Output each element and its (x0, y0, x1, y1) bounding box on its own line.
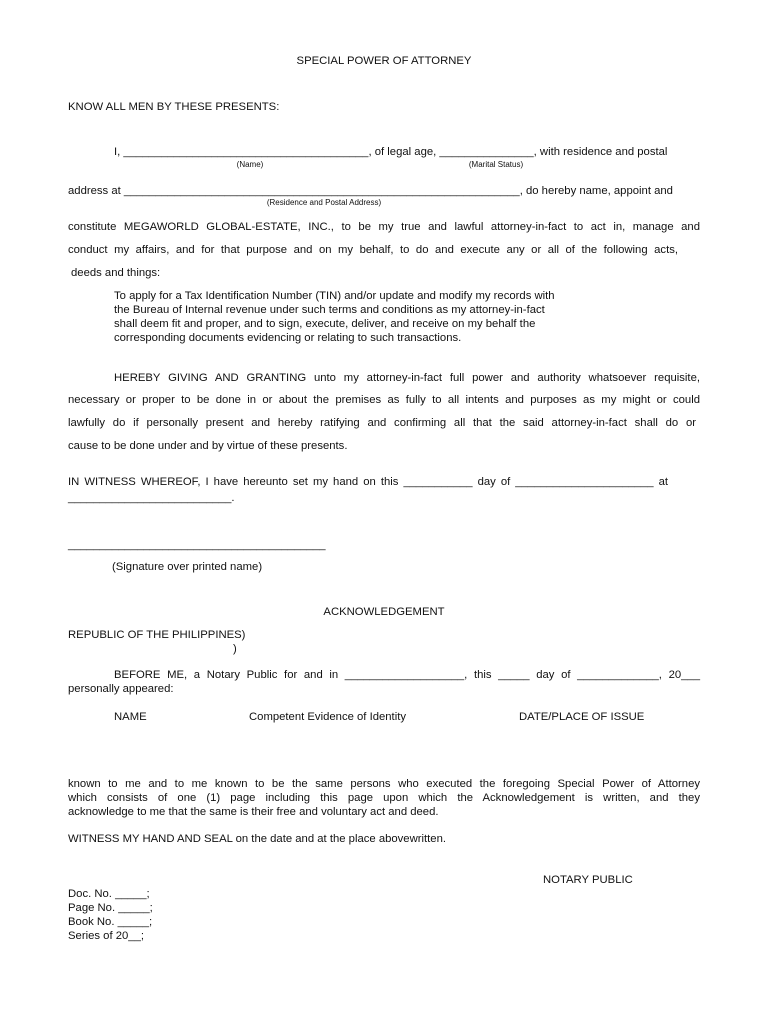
witness-seal-line: WITNESS MY HAND AND SEAL on the date and at the place abovewritten. (68, 833, 447, 845)
acknowledgement-heading: ACKNOWLEDGEMENT (323, 606, 445, 618)
address-caption: (Residence and Postal Address) (266, 198, 382, 207)
granting-line: lawfully do if personally present and hereby ratifying and confirming all that the said attorney-in-fact shall do or (68, 417, 696, 429)
act-line: the Bureau of Internal revenue under such terms and conditions as my attorney-in-fact (114, 304, 545, 316)
deeds-line: deeds and things: (71, 267, 161, 279)
conduct-line: conduct my affairs, and for that purpose and on my behalf, to do and execute any or all of the following acts, (68, 244, 678, 256)
before-me-line: BEFORE ME, a Notary Public for and in ___________________, this _____ day of _____________, 20___ (114, 669, 700, 681)
personally-appeared-line: personally appeared: (68, 683, 174, 695)
signature-caption: (Signature over printed name) (112, 561, 263, 573)
column-header-date-place: DATE/PLACE OF ISSUE (519, 711, 645, 723)
act-line: corresponding documents evidencing or relating to such transactions. (114, 332, 462, 344)
act-line: shall deem fit and proper, and to sign, execute, deliver, and receive on my behalf the (114, 318, 536, 330)
republic-line: REPUBLIC OF THE PHILIPPINES) (68, 629, 246, 641)
grantor-line: I, _______________________________________, of legal age, _______________, with residence and postal (114, 146, 668, 158)
docket-line: Series of 20__; (68, 930, 144, 942)
witness-line: IN WITNESS WHEREOF, I have hereunto set my hand on this ___________ day of ______________________ at (68, 476, 668, 488)
granting-line: necessary or proper to be done in or about the premises as fully to all intents and purposes as my might or could (68, 394, 700, 406)
venue-paren: ) (233, 643, 237, 655)
name-caption: (Name) (236, 160, 264, 169)
intro-line: KNOW ALL MEN BY THESE PRESENTS: (68, 101, 280, 113)
docket-line: Book No. _____; (68, 916, 153, 928)
column-header-name: NAME (114, 711, 147, 723)
signature-line: _________________________________________ (68, 539, 326, 551)
marital-status-caption: (Marital Status) (468, 160, 524, 169)
docket-line: Doc. No. _____; (68, 888, 150, 900)
column-header-evidence: Competent Evidence of Identity (249, 711, 406, 723)
docket-line: Page No. _____; (68, 902, 153, 914)
known-line: which consists of one (1) page including this page upon which the Acknowledgement is written, and they (68, 792, 700, 804)
act-line: To apply for a Tax Identification Number (TIN) and/or update and modify my records with (114, 290, 555, 302)
constitute-line: constitute MEGAWORLD GLOBAL-ESTATE, INC., to be my true and lawful attorney-in-fact to act in, manage and (68, 221, 700, 233)
known-line: known to me and to me known to be the same persons who executed the foregoing Special Power of Attorney (68, 778, 700, 790)
document-title: SPECIAL POWER OF ATTORNEY (296, 55, 472, 67)
notary-public-label: NOTARY PUBLIC (543, 874, 633, 886)
granting-line: HEREBY GIVING AND GRANTING unto my attorney-in-fact full power and authority whatsoever requisite, (114, 372, 700, 384)
known-line: acknowledge to me that the same is their free and voluntary act and deed. (68, 806, 439, 818)
address-line: address at _______________________________________________________________, do hereby name, appoint and (68, 185, 673, 197)
witness-place-line: __________________________. (68, 492, 235, 504)
granting-line: cause to be done under and by virtue of these presents. (68, 440, 348, 452)
